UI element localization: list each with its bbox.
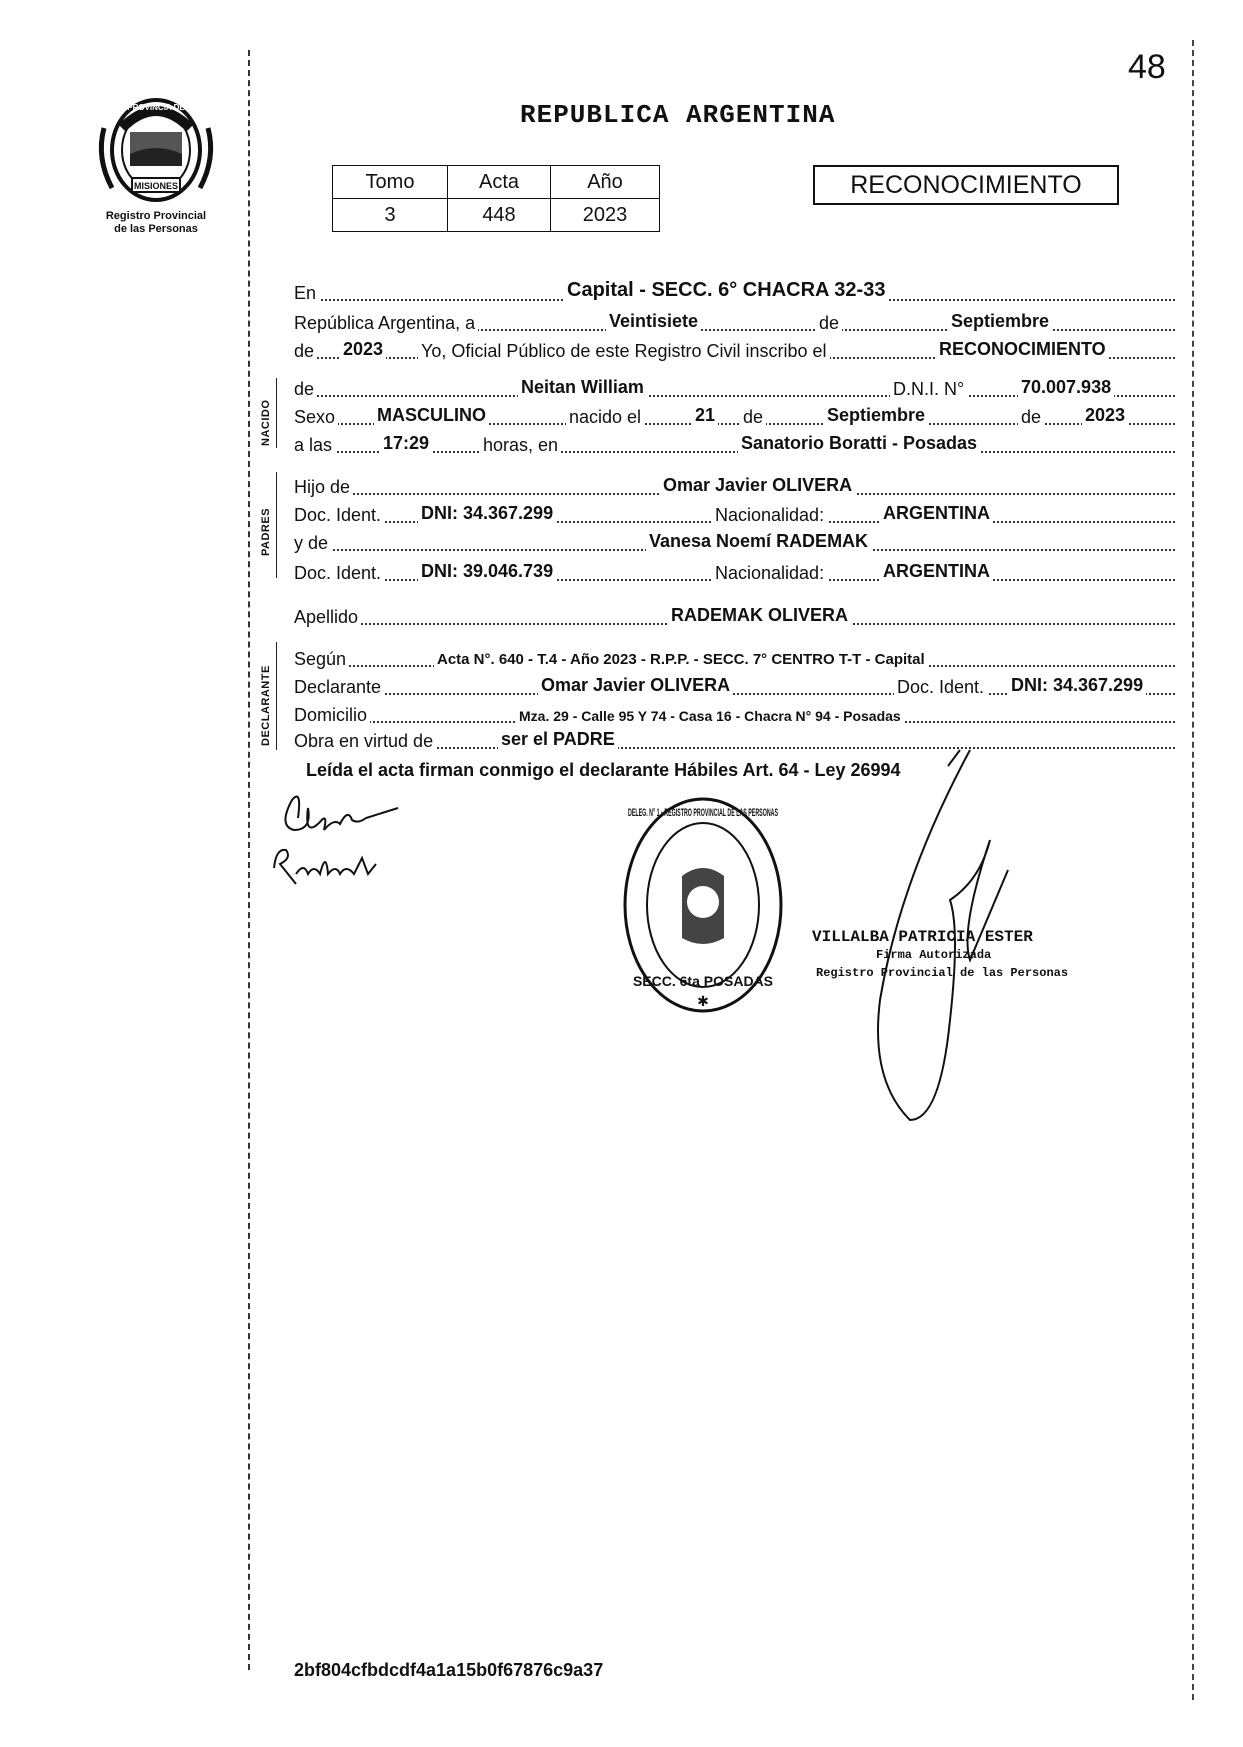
row-hora-lugar: [294, 432, 1175, 456]
logo-caption: [80, 210, 232, 236]
declarant-signatures: [268, 778, 418, 898]
mes-value: Septiembre: [948, 311, 1052, 332]
signer-role: Firma Autorizada: [876, 948, 992, 962]
nac-anio-value: 2023: [1082, 405, 1128, 426]
provincial-registry-logo: [92, 88, 220, 208]
sexo-label: Sexo: [294, 407, 338, 428]
official-stamp: [618, 790, 788, 1020]
padre-value: Omar Javier OLIVERA: [660, 475, 855, 496]
anio-inscripcion-value: 2023: [340, 339, 386, 360]
document-title: REPUBLICA ARGENTINA: [520, 100, 836, 130]
row-apellido: [294, 604, 1175, 628]
dni-label: D.N.I. N°: [890, 379, 967, 400]
segun-value: Acta N°. 640 - T.4 - Año 2023 - R.P.P. - SECC. 7° CENTRO T-T - Capital: [434, 651, 928, 668]
tomo-header: Tomo: [333, 166, 448, 199]
padre-doc-label: Doc. Ident.: [294, 505, 384, 526]
stamp-inner-text: SECC. 6ta POSADAS: [632, 973, 774, 989]
madre-doc-value: DNI: 39.046.739: [418, 561, 556, 582]
row-nombre: [294, 376, 1175, 400]
row-sexo: [294, 404, 1175, 428]
domicilio-value: Mza. 29 - Calle 95 Y 74 - Casa 16 - Chacra N° 94 - Posadas: [516, 708, 904, 724]
nacido-section-bar: [276, 378, 277, 448]
apellido-value: RADEMAK OLIVERA: [668, 605, 851, 626]
inscribo-value: RECONOCIMIENTO: [936, 339, 1109, 360]
signer-name: VILLALBA PATRICIA ESTER: [812, 928, 1033, 946]
logo-arc-text: PROVINCIA DE: [127, 103, 185, 112]
declarante-section-bar: [276, 642, 277, 750]
padres-section-bar: [276, 472, 277, 578]
row-en: [294, 280, 1175, 304]
document-hash: 2bf804cfbdcdf4a1a15b0f67876c9a37: [294, 1660, 604, 1680]
a-las-label: a las: [294, 435, 335, 456]
nac-de2-label: de: [1018, 407, 1044, 428]
dia-value: Veintisiete: [606, 311, 701, 332]
logo-bottom-text: MISIONES: [133, 181, 179, 191]
row-inscripcion: [294, 338, 1175, 362]
row-madre-doc: [294, 560, 1175, 584]
anio-header: Año: [551, 166, 660, 199]
de-label: de: [816, 313, 842, 334]
lugar-value: Sanatorio Boratti - Posadas: [738, 433, 980, 454]
row-domicilio: [294, 702, 1175, 726]
de2-label: de: [294, 341, 317, 362]
decl-doc-label: Doc. Ident.: [894, 677, 987, 698]
y-de-label: y de: [294, 533, 331, 554]
anio-value: 2023: [551, 199, 660, 232]
padres-side-label: PADRES: [260, 507, 272, 556]
nac-de-label: de: [740, 407, 766, 428]
madre-value: Vanesa Noemí RADEMAK: [646, 531, 871, 552]
acta-value: 448: [448, 199, 551, 232]
act-type-box: RECONOCIMIENTO: [813, 165, 1119, 205]
row-declarante: [294, 674, 1175, 698]
madre-nac-value: ARGENTINA: [880, 561, 993, 582]
right-margin-line: [1192, 40, 1194, 1700]
left-margin-line: [248, 50, 250, 1670]
declarante-label: Declarante: [294, 677, 384, 698]
en-value: Capital - SECC. 6° CHACRA 32-33: [564, 279, 888, 302]
tomo-value: 3: [333, 199, 448, 232]
madre-nac-label: Nacionalidad:: [712, 563, 827, 584]
declarante-side-label: DECLARANTE: [260, 665, 272, 746]
inscribo-label: Yo, Oficial Público de este Registro Civil inscribo el: [418, 341, 830, 362]
decl-doc-value: DNI: 34.367.299: [1008, 675, 1146, 696]
page-number: 48: [1128, 48, 1166, 86]
nacido-el-label: nacido el: [566, 407, 644, 428]
obra-label: Obra en virtud de: [294, 731, 436, 752]
stamp-ring-text: DELEG. N° 1 · REGISTRO PROVINCIAL DE LAS PERSONAS: [628, 807, 778, 819]
padre-nac-label: Nacionalidad:: [712, 505, 827, 526]
padre-doc-value: DNI: 34.367.299: [418, 503, 556, 524]
nacido-de-label: de: [294, 379, 317, 400]
segun-label: Según: [294, 649, 349, 670]
dni-value: 70.007.938: [1018, 377, 1114, 398]
padre-nac-value: ARGENTINA: [880, 503, 993, 524]
domicilio-label: Domicilio: [294, 705, 370, 726]
row-padre-doc: [294, 502, 1175, 526]
logo-caption-line2: de las Personas: [114, 223, 198, 235]
apellido-label: Apellido: [294, 607, 361, 628]
horas-en-label: horas, en: [480, 435, 561, 456]
republica-label: República Argentina, a: [294, 313, 478, 334]
row-segun: [294, 646, 1175, 670]
nombre-value: Neitan William: [518, 377, 647, 398]
sexo-value: MASCULINO: [374, 405, 489, 426]
nac-dia-value: 21: [692, 405, 718, 426]
logo-caption-line1: Registro Provincial: [105, 210, 207, 222]
row-fecha: [294, 310, 1175, 334]
nac-mes-value: Septiembre: [824, 405, 928, 426]
madre-doc-label: Doc. Ident.: [294, 563, 384, 584]
hijo-de-label: Hijo de: [294, 477, 353, 498]
declarante-value: Omar Javier OLIVERA: [538, 675, 733, 696]
row-madre: [294, 530, 1175, 554]
hora-value: 17:29: [380, 433, 432, 454]
acta-header: Acta: [448, 166, 551, 199]
closing-statement: Leída el acta firman conmigo el declarante Hábiles Art. 64 - Ley 26994: [306, 760, 901, 780]
stamp-star-icon: ✱: [697, 993, 709, 1009]
en-label: En: [294, 283, 319, 304]
reference-header-row: [333, 166, 660, 199]
reference-table: [332, 165, 660, 232]
reference-value-row: [333, 199, 660, 232]
nacido-side-label: NACIDO: [260, 399, 272, 446]
row-padre: [294, 474, 1175, 498]
signer-office: Registro Provincial de las Personas: [816, 966, 1069, 980]
obra-value: ser el PADRE: [498, 729, 618, 750]
